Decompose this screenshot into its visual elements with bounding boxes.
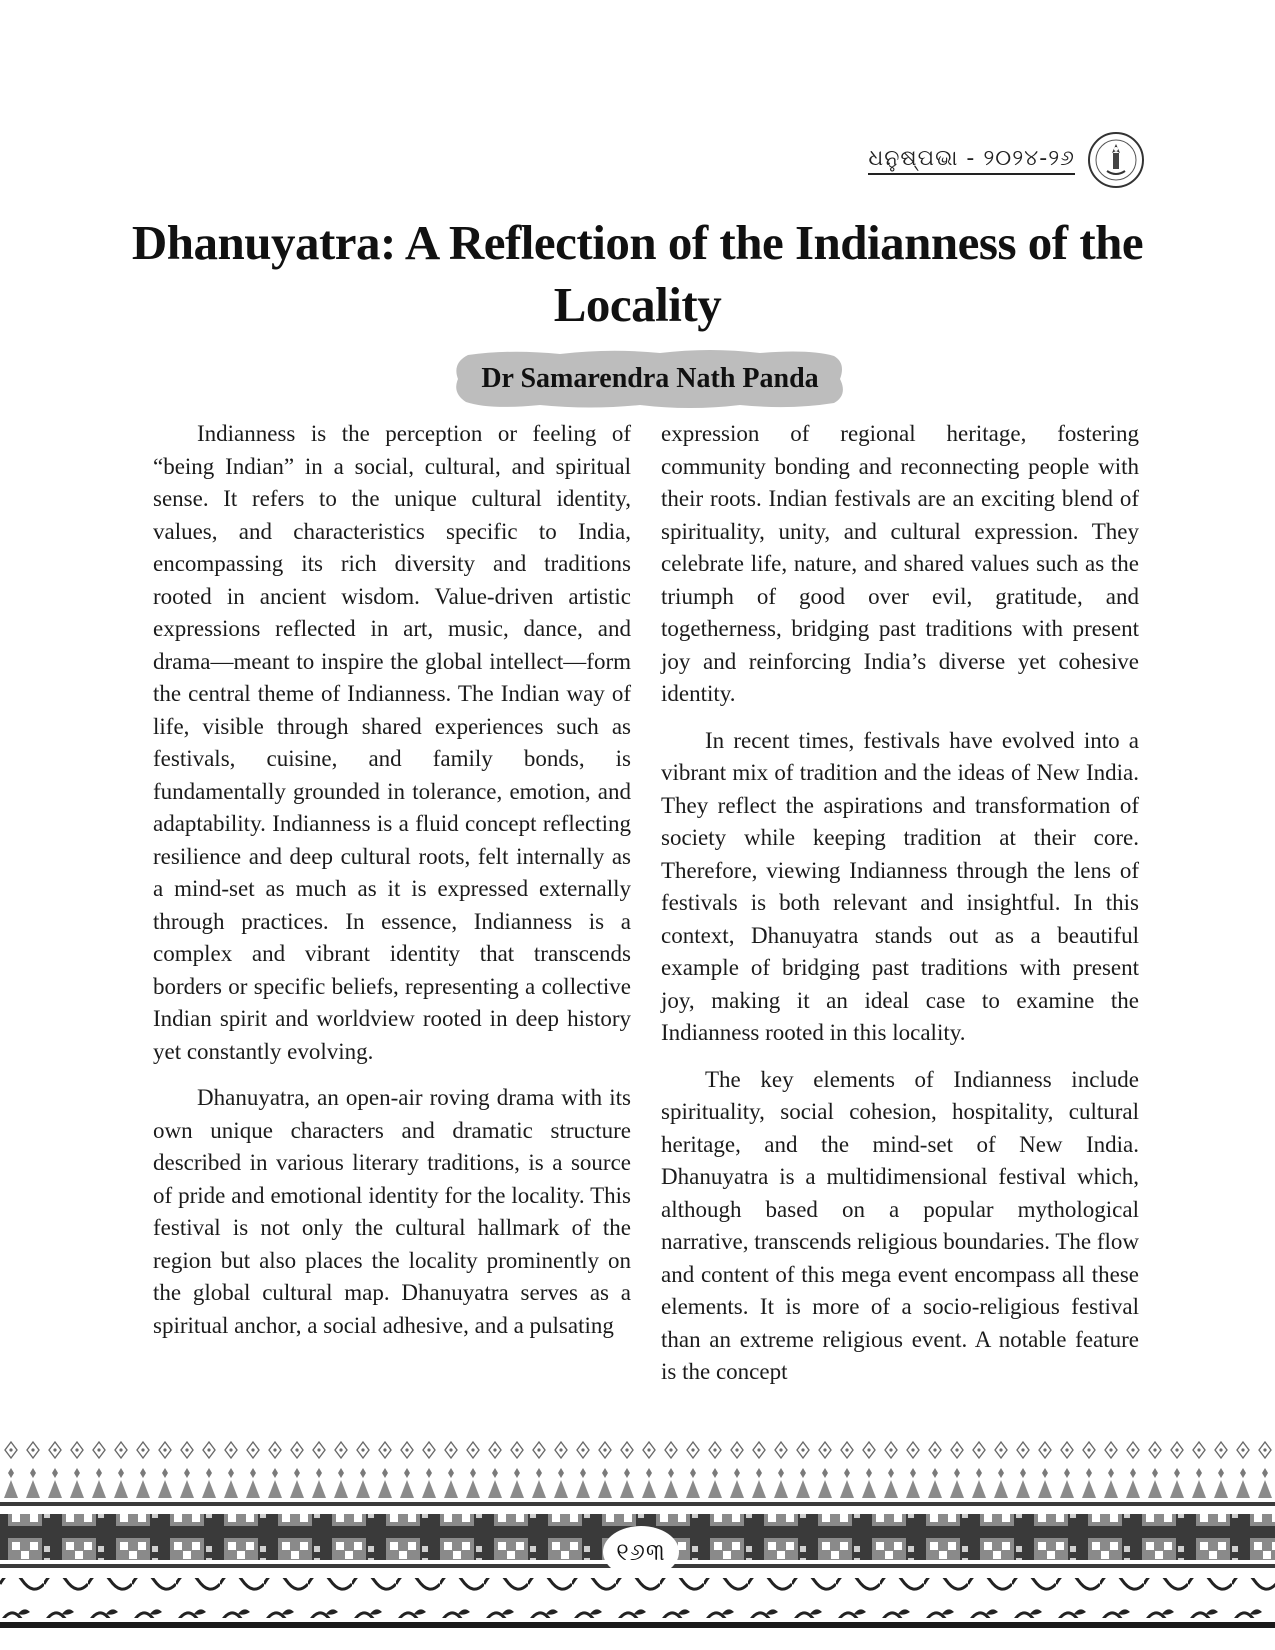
article-title: Dhanuyatra: A Reflection of the Indianness of the Locality [131,215,1144,332]
decorative-footer-border [0,1440,1275,1650]
paragraph: Dhanuyatra, an open-air roving drama with its own unique characters and dramatic structure described in various literary traditions, is a source of pride and emotional identity for the locality. This festival is not only the cultural hallmark of the region but also places the locality prominently on the global cultural map. Dhanuyatra serves as a spiritual anchor, a social adhesive, and a pulsating [153,1085,631,1338]
page-header [868,130,1145,190]
page-number: ୧୬୩ [616,1538,666,1566]
left-column [153,418,631,1356]
paragraph: Indianness is the perception or feeling of “being Indian” in a social, cultural, and spiritual sense. It refers to the unique cultural identity, values, and characteristics specific to India, encompassing its rich diversity and traditions rooted in ancient wisdom. Value-driven artistic expressions reflected in art, music, dance, and drama—meant to inspire the global intellect—form the central theme of Indianness. The Indian way of life, visible through shared experiences such as festivals, cuisine, and family bonds, is fundamentally grounded in tolerance, emotion, and adaptability. Indianness is a fluid concept reflecting resilience and deep cultural roots, felt internally as a mind-set as much as it is expressed externally through practices. In essence, Indianness is a complex and vibrant identity that transcends borders or specific beliefs, representing a collective Indian spirit and worldview rooted in deep history yet constantly evolving. [153,421,631,1064]
paragraph: The key elements of Indianness include spirituality, social cohesion, hospitality, cultural heritage, and the mind-set of New India. Dhanuyatra is a multidimensional festival which, although based on a popular mythological narrative, transcends religious boundaries. The flow and content of this mega event encompass all these elements. It is more of a socio-religious festival than an extreme religious event. A notable feature is the concept [661,1066,1139,1384]
publication-label: ଧନୁଷ୍ପଭା - ୨୦୨୪-୨୬ [868,146,1075,175]
paragraph: expression of regional heritage, fostering community bonding and reconnecting people with their roots. Indian festivals are an exciting blend of spirituality, unity, and cultural expression. They celebrate life, nature, and shared values such as the triumph of good over evil, gratitude, and togetherness, bridging past traditions with present joy and reinforcing India’s diverse yet cohesive identity. [661,421,1139,706]
author-name: Dr Samarendra Nath Panda [481,363,819,394]
author-banner [450,347,850,411]
paragraph: In recent times, festivals have evolved into a vibrant mix of tradition and the ideas of New India. They reflect the aspirations and transformation of society while keeping tradition at their core. Therefore, viewing Indianness through the lens of festivals is both relevant and insightful. In this context, Dhanuyatra stands out as a beautiful example of bridging past traditions with present joy, making it an ideal case to examine the Indianness rooted in this locality. [661,727,1139,1045]
festival-seal-icon [1087,131,1145,189]
right-column [661,418,1139,1403]
